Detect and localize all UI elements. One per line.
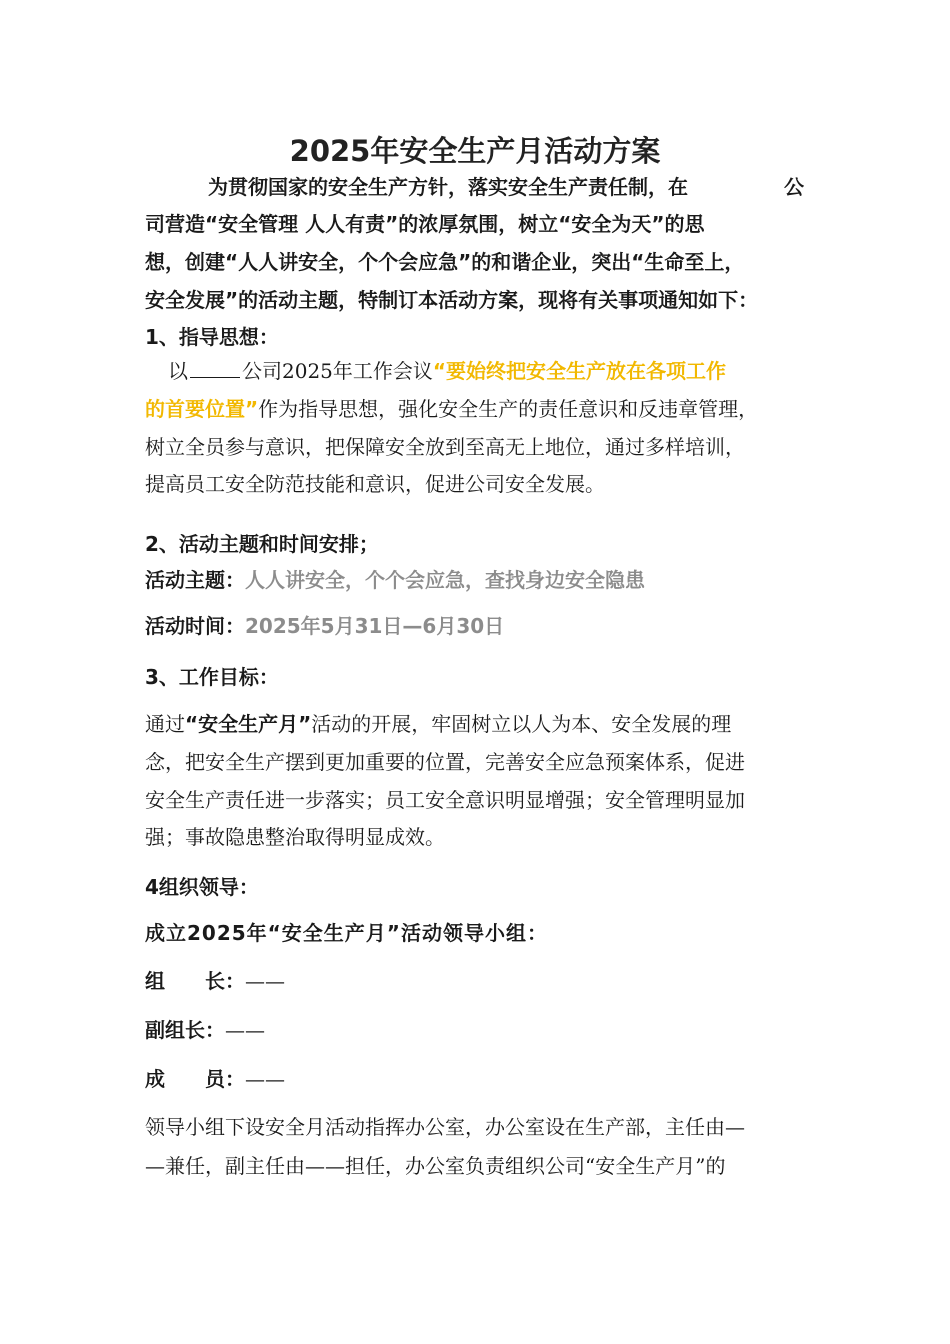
section1-meeting: 公司2025年工作会议 [242, 359, 433, 383]
section2-heading: 2、活动主题和时间安排； [145, 532, 379, 556]
section1-prefix: 以 [168, 359, 188, 383]
intro-line-4: 安全发展”的活动主题，特制订本活动方案，现将有关事项通知如下： [145, 288, 759, 312]
member-row [145, 1065, 285, 1093]
intro-line-3: 想，创建“人人讲安全，个个会应急”的和谐企业，突出“生命至上， [145, 250, 745, 274]
section4-heading: 4组织领导： [145, 875, 259, 899]
activity-theme-row [145, 566, 645, 594]
activity-time-row [145, 612, 504, 640]
section4-line-2: —兼任，副主任由——担任，办公室负责组织公司“安全生产月”的 [145, 1154, 726, 1178]
section3-line-3: 安全生产责任进一步落实；员工安全意识明显增强；安全管理明显加 [145, 788, 745, 812]
section3-heading: 3、工作目标： [145, 665, 279, 689]
activity-theme-value: 人人讲安全，个个会应急，查找身边安全隐患 [245, 568, 645, 592]
section1-line-3: 树立全员参与意识，把保障安全放到至高无上地位，通过多样培训， [145, 435, 745, 459]
section1-heading: 1、指导思想： [145, 325, 279, 349]
intro-line-1a: 为贯彻国家的安全生产方针，落实安全生产责任制，在 [208, 175, 688, 199]
highlight-quote-2: 的首要位置” [145, 397, 259, 421]
section3-prefix: 通过 [145, 712, 185, 736]
group-title: 成立2025年“安全生产月”活动领导小组： [145, 921, 548, 945]
activity-time-value: 2025年5月31日—6月30日 [245, 614, 505, 638]
safety-month-quote: “安全生产月” [185, 712, 312, 736]
section4-line-1: 领导小组下设安全月活动指挥办公室，办公室设在生产部，主任由— [145, 1115, 745, 1139]
leader-row [145, 967, 285, 995]
section3-line-4: 强；事故隐患整治取得明显成效。 [145, 825, 445, 849]
vice-leader-label: 副组长： [145, 1018, 225, 1042]
leader-value: —— [245, 969, 285, 993]
fill-in-blank [190, 357, 240, 378]
section3-line-1 [145, 710, 731, 738]
section3-line-2: 念，把安全生产摆到更加重要的位置，完善安全应急预案体系，促进 [145, 750, 745, 774]
vice-leader-value: —— [225, 1018, 265, 1042]
section1-line-4: 提高员工安全防范技能和意识，促进公司安全发展。 [145, 472, 605, 496]
section1-line-1 [168, 357, 726, 385]
section1-line-2-rest: 作为指导思想，强化安全生产的责任意识和反违章管理， [258, 397, 759, 421]
intro-line-1b: 公 [784, 175, 804, 199]
document-title: 2025年安全生产月活动方案 [289, 134, 661, 168]
activity-theme-label: 活动主题： [145, 568, 245, 592]
intro-line-2: 司营造“安全管理 人人有责”的浓厚氛围，树立“安全为天”的思 [145, 212, 705, 236]
highlight-quote-1: “要始终把安全生产放在各项工作 [432, 359, 727, 383]
vice-leader-row [145, 1016, 265, 1044]
member-label: 成 员： [145, 1067, 245, 1091]
section1-line-2 [145, 395, 758, 423]
section3-line-1-rest: 活动的开展，牢固树立以人为本、安全发展的理 [311, 712, 732, 736]
member-value: —— [245, 1067, 285, 1091]
leader-label: 组 长： [145, 969, 245, 993]
activity-time-label: 活动时间： [145, 614, 245, 638]
